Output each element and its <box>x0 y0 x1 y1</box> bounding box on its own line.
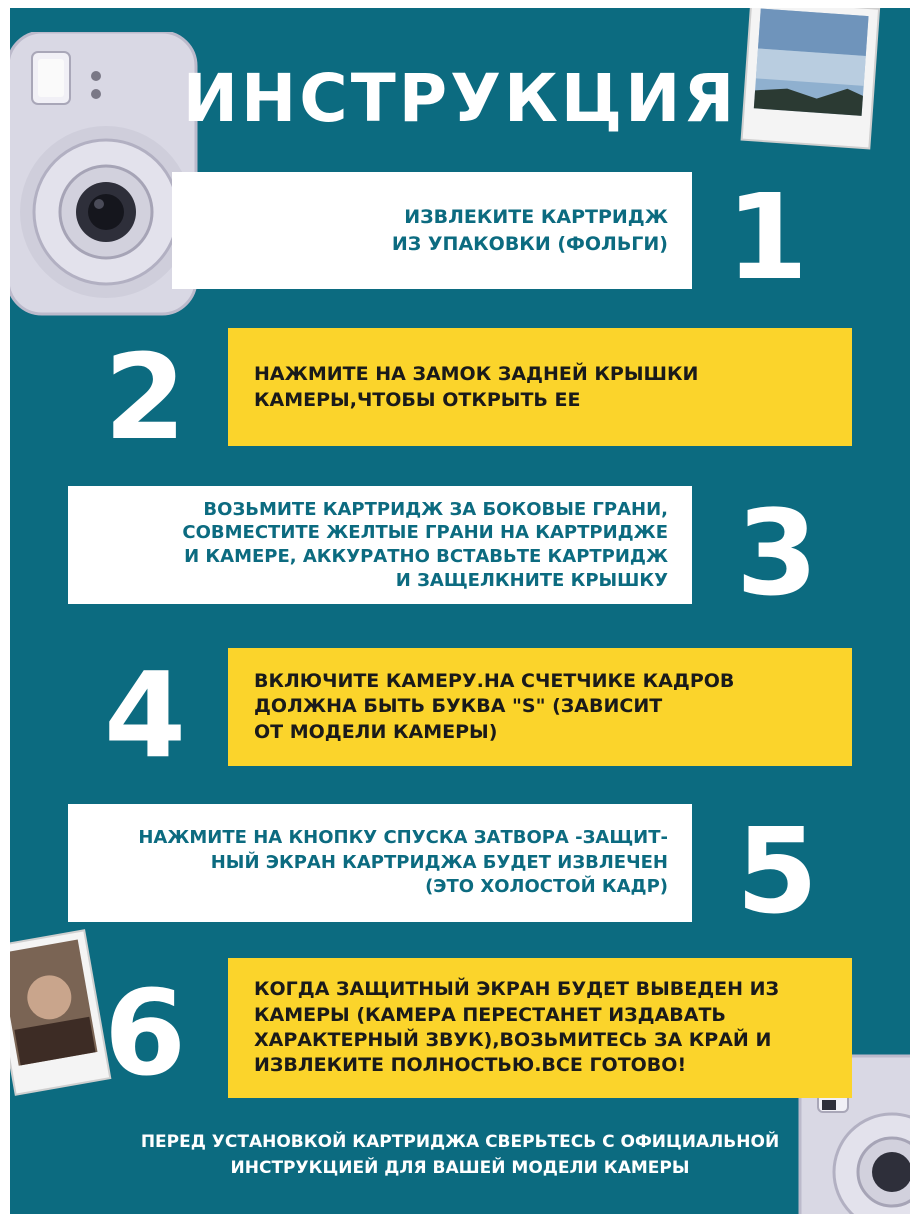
step-3-line-2: СОВМЕСТИТЕ ЖЕЛТЫЕ ГРАНИ НА КАРТРИДЖЕ <box>182 522 668 544</box>
step-6-box <box>228 958 852 1098</box>
step-6-line-4: ИЗВЛЕКИТЕ ПОЛНОСТЬЮ.ВСЕ ГОТОВО! <box>254 1054 687 1077</box>
step-3-line-4: И ЗАЩЕЛКНИТЕ КРЫШКУ <box>395 569 668 591</box>
step-3-line-3: И КАМЕРЕ, АККУРАТНО ВСТАВЬТЕ КАРТРИДЖ <box>184 546 668 567</box>
step-2-line-2: КАМЕРЫ,ЧТОБЫ ОТКРЫТЬ ЕЕ <box>254 389 581 411</box>
step-6-line-3: ХАРАКТЕРНЫЙ ЗВУК),ВОЗЬМИТЕСЬ ЗА КРАЙ И <box>254 1029 772 1051</box>
step-3-line-1: ВОЗЬМИТЕ КАРТРИДЖ ЗА БОКОВЫЕ ГРАНИ, <box>203 498 668 520</box>
step-6-line-1: КОГДА ЗАЩИТНЫЙ ЭКРАН БУДЕТ ВЫВЕДЕН ИЗ <box>254 978 780 1001</box>
step-4-line-3: ОТ МОДЕЛИ КАМЕРЫ) <box>254 720 498 743</box>
step-6-number: 6 <box>103 964 187 1102</box>
step-6-line-2: КАМЕРЫ (КАМЕРА ПЕРЕСТАНЕТ ИЗДАВАТЬ <box>254 1003 726 1026</box>
page-title: ИНСТРУКЦИЯ <box>182 60 738 137</box>
footer-note <box>120 1130 800 1181</box>
step-1-box <box>172 172 692 289</box>
step-3-number: 3 <box>735 484 819 622</box>
step-4-line-2: ДОЛЖНА БЫТЬ БУКВА "S" (ЗАВИСИТ <box>254 695 663 718</box>
step-5-box <box>68 804 692 922</box>
step-2-number: 2 <box>103 328 187 466</box>
step-5-number: 5 <box>735 802 819 940</box>
instruction-poster <box>10 8 910 1214</box>
step-5-line-2: НЫЙ ЭКРАН КАРТРИДЖА БУДЕТ ИЗВЛЕЧЕН <box>210 851 668 873</box>
footer-line-2: ИНСТРУКЦИЕЙ ДЛЯ ВАШЕЙ МОДЕЛИ КАМЕРЫ <box>230 1157 690 1178</box>
step-1-line-2: ИЗ УПАКОВКИ (ФОЛЬГИ) <box>391 232 668 255</box>
step-2-box <box>228 328 852 446</box>
step-5-line-1: НАЖМИТЕ НА КНОПКУ СПУСКА ЗАТВОРА -ЗАЩИТ- <box>138 827 668 849</box>
step-5-line-3: (ЭТО ХОЛОСТОЙ КАДР) <box>425 876 668 898</box>
step-1-line-1: ИЗВЛЕКИТЕ КАРТРИДЖ <box>404 206 668 229</box>
footer-line-1: ПЕРЕД УСТАНОВКОЙ КАРТРИДЖА СВЕРЬТЕСЬ С ОФИЦИАЛЬНОЙ <box>140 1132 780 1152</box>
step-1-number: 1 <box>725 168 809 306</box>
step-4-box <box>228 648 852 766</box>
step-2-line-1: НАЖМИТЕ НА ЗАМОК ЗАДНЕЙ КРЫШКИ <box>254 362 699 385</box>
step-4-line-1: ВКЛЮЧИТЕ КАМЕРУ.НА СЧЕТЧИКЕ КАДРОВ <box>254 670 735 693</box>
step-3-box <box>68 486 692 604</box>
step-4-number: 4 <box>103 646 187 784</box>
